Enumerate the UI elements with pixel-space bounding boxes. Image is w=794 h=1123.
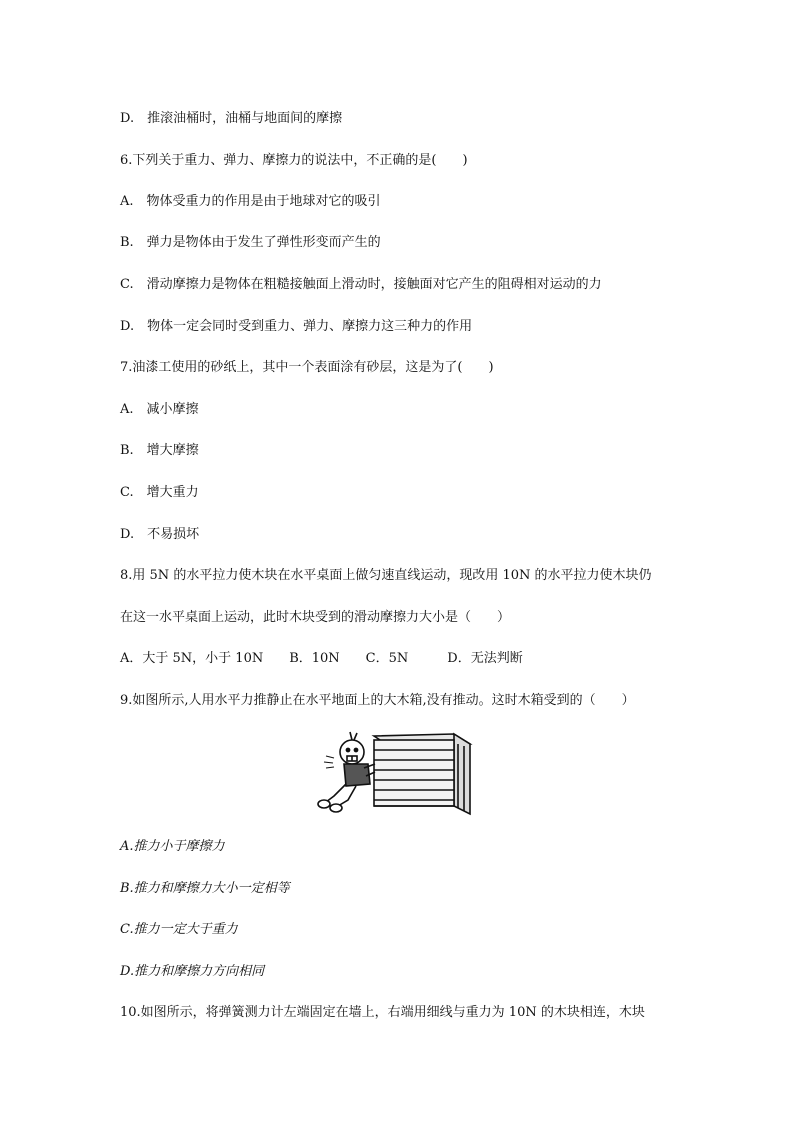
person-pushing-crate-illustration bbox=[312, 726, 482, 818]
q7-stem: 7.油漆工使用的砂纸上，其中一个表面涂有砂层，这是为了( ) bbox=[120, 360, 494, 375]
wooden-crate-icon bbox=[374, 734, 470, 814]
q7-option-d: D. 不易损坏 bbox=[120, 527, 200, 542]
q6-option-d: D. 物体一定会同时受到重力、弹力、摩擦力这三种力的作用 bbox=[120, 319, 473, 334]
q8-stem-line2: 在这一水平桌面上运动，此时木块受到的滑动摩擦力大小是（ ） bbox=[120, 610, 511, 625]
q7-option-a: A. 减小摩擦 bbox=[120, 402, 199, 417]
q10-stem: 10.如图所示，将弹簧测力计左端固定在墙上，右端用细线与重力为 10N 的木块相连，木块 bbox=[120, 1005, 645, 1020]
q9-option-d: D.推力和摩擦力方向相同 bbox=[120, 964, 265, 979]
q8-stem-line1: 8.用 5N 的水平拉力使木块在水平桌面上做匀速直线运动，现改用 10N 的水平拉力使木块仍 bbox=[120, 568, 652, 583]
q6-option-c: C. 滑动摩擦力是物体在粗糙接触面上滑动时，接触面对它产生的阻碍相对运动的力 bbox=[120, 277, 602, 292]
q6-stem: 6.下列关于重力、弹力、摩擦力的说法中，不正确的是( ) bbox=[120, 153, 468, 168]
q6-option-b: B. 弹力是物体由于发生了弹性形变而产生的 bbox=[120, 235, 381, 250]
q6-option-a: A. 物体受重力的作用是由于地球对它的吸引 bbox=[120, 194, 381, 209]
q9-option-a: A.推力小于摩擦力 bbox=[120, 839, 225, 854]
q7-option-c: C. 增大重力 bbox=[120, 485, 199, 500]
q5-option-d: D. 推滚油桶时，油桶与地面间的摩擦 bbox=[120, 111, 343, 126]
q9-option-c: C.推力一定大于重力 bbox=[120, 922, 238, 937]
q9-option-b: B.推力和摩擦力大小一定相等 bbox=[120, 881, 290, 896]
pushing-person-icon bbox=[318, 732, 375, 812]
q9-stem: 9.如图所示,人用水平力推静止在水平地面上的大木箱,没有推动。这时木箱受到的（ ） bbox=[120, 693, 635, 708]
q7-option-b: B. 增大摩擦 bbox=[120, 443, 199, 458]
q8-options: A．大于 5N，小于 10N B．10N C．5N D．无法判断 bbox=[120, 651, 523, 666]
